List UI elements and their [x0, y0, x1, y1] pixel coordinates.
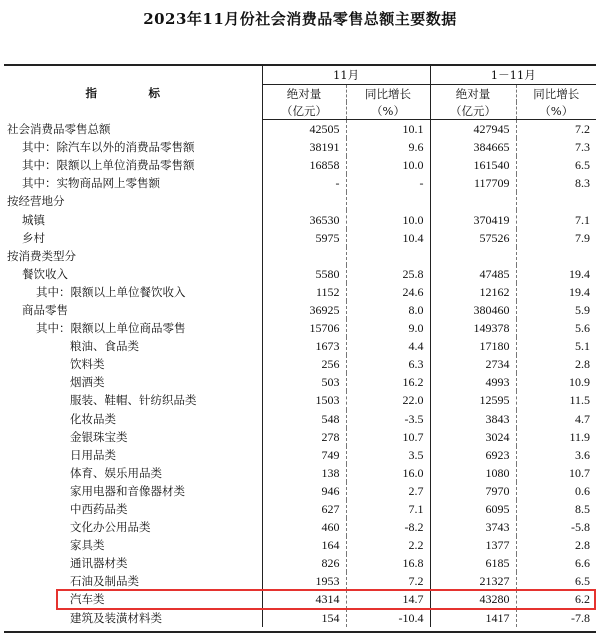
nov-abs-cell: - [262, 174, 346, 192]
row-label: 文化办公用品类 [70, 520, 151, 535]
table-row [4, 590, 596, 608]
nov-abs-cell: 164 [262, 536, 346, 554]
ytd-abs-cell: 17180 [430, 337, 516, 355]
table-row [4, 500, 596, 518]
ytd-yoy-cell: -5.8 [516, 518, 596, 536]
nov-abs-cell [262, 192, 346, 210]
nov-yoy-cell: - [346, 174, 430, 192]
ytd-abs-cell: 3843 [430, 410, 516, 428]
table-row [4, 572, 596, 590]
ytd-abs-cell: 12595 [430, 391, 516, 409]
ytd-abs-cell: 1377 [430, 536, 516, 554]
ytd-abs-cell: 47485 [430, 265, 516, 283]
nov-abs-cell: 4314 [262, 590, 346, 608]
row-label: 中西药品类 [70, 502, 128, 517]
table-row [4, 464, 596, 482]
nov-yoy-cell: 10.1 [346, 120, 430, 139]
ytd-yoy-cell: 19.4 [516, 283, 596, 301]
nov-abs-cell: 16858 [262, 156, 346, 174]
ytd-yoy-cell: 8.5 [516, 500, 596, 518]
row-label: 其中：实物商品网上零售额 [22, 176, 160, 191]
nov-abs-cell: 503 [262, 373, 346, 391]
nov-abs-header: 绝对量 [262, 85, 346, 103]
ytd-abs-cell: 2734 [430, 355, 516, 373]
table-row [4, 319, 596, 337]
ytd-abs-header: 绝对量 [430, 85, 516, 103]
nov-yoy-cell: 7.1 [346, 500, 430, 518]
row-label: 饮料类 [70, 357, 105, 372]
ytd-abs-cell: 57526 [430, 229, 516, 247]
nov-abs-cell: 15706 [262, 319, 346, 337]
table-row [4, 156, 596, 174]
retail-sales-table [4, 64, 596, 627]
ytd-abs-unit: （亿元） [430, 102, 516, 120]
nov-abs-cell: 946 [262, 482, 346, 500]
table-row [4, 391, 596, 409]
table-row [4, 247, 596, 265]
nov-abs-cell: 38191 [262, 138, 346, 156]
ytd-abs-cell: 43280 [430, 590, 516, 608]
nov-yoy-cell [346, 192, 430, 210]
nov-abs-cell: 5580 [262, 265, 346, 283]
row-label: 体育、娱乐用品类 [70, 465, 162, 480]
table-row [4, 428, 596, 446]
nov-abs-unit: （亿元） [262, 102, 346, 120]
nov-yoy-cell: -10.4 [346, 609, 430, 627]
nov-abs-cell: 36925 [262, 301, 346, 319]
row-label: 乡村 [22, 230, 45, 245]
table-row [4, 301, 596, 319]
nov-abs-cell: 1953 [262, 572, 346, 590]
ytd-yoy-cell: 6.5 [516, 156, 596, 174]
nov-yoy-cell: 2.7 [346, 482, 430, 500]
ytd-yoy-cell: 7.2 [516, 120, 596, 139]
nov-yoy-cell: 14.7 [346, 590, 430, 608]
row-label: 金银珠宝类 [70, 429, 128, 444]
nov-yoy-header: 同比增长 [346, 85, 430, 103]
table-row [4, 138, 596, 156]
nov-yoy-cell: 16.0 [346, 464, 430, 482]
row-label: 石油及制品类 [70, 574, 139, 589]
ytd-yoy-cell: 19.4 [516, 265, 596, 283]
row-label: 化妆品类 [70, 411, 116, 426]
ytd-abs-cell: 7970 [430, 482, 516, 500]
ytd-yoy-cell: 7.9 [516, 229, 596, 247]
ytd-abs-cell [430, 192, 516, 210]
indicator-header: 指 标 [4, 65, 262, 120]
ytd-yoy-unit: （%） [516, 102, 596, 120]
ytd-yoy-cell: 7.3 [516, 138, 596, 156]
ytd-abs-cell: 4993 [430, 373, 516, 391]
table-body [4, 120, 596, 627]
table-row [4, 229, 596, 247]
ytd-yoy-cell: 6.2 [516, 590, 596, 608]
table-row [4, 265, 596, 283]
ytd-yoy-cell: 10.9 [516, 373, 596, 391]
ytd-yoy-cell: 8.3 [516, 174, 596, 192]
table-bottom-rule [4, 631, 596, 633]
ytd-abs-cell [430, 247, 516, 265]
ytd-yoy-cell [516, 192, 596, 210]
row-label: 建筑及装潢材料类 [70, 610, 162, 625]
nov-abs-cell: 5975 [262, 229, 346, 247]
nov-yoy-unit: （%） [346, 102, 430, 120]
nov-yoy-cell: 9.0 [346, 319, 430, 337]
row-label: 其中：限额以上单位餐饮收入 [36, 284, 186, 299]
nov-abs-cell [262, 247, 346, 265]
nov-yoy-cell: 7.2 [346, 572, 430, 590]
nov-yoy-cell: -3.5 [346, 410, 430, 428]
nov-abs-cell: 42505 [262, 120, 346, 139]
ytd-abs-cell: 427945 [430, 120, 516, 139]
ytd-yoy-cell: 5.9 [516, 301, 596, 319]
row-label: 餐饮收入 [22, 266, 68, 281]
nov-abs-cell: 138 [262, 464, 346, 482]
ytd-header: 1－11月 [430, 65, 596, 85]
table-row [4, 410, 596, 428]
nov-yoy-cell: 3.5 [346, 446, 430, 464]
ytd-abs-cell: 12162 [430, 283, 516, 301]
nov-yoy-cell: 2.2 [346, 536, 430, 554]
nov-yoy-cell: 16.2 [346, 373, 430, 391]
ytd-abs-cell: 149378 [430, 319, 516, 337]
nov-abs-cell: 627 [262, 500, 346, 518]
table-row [4, 554, 596, 572]
ytd-abs-cell: 6095 [430, 500, 516, 518]
nov-abs-cell: 36530 [262, 210, 346, 228]
nov-yoy-cell [346, 247, 430, 265]
nov-yoy-cell: 16.8 [346, 554, 430, 572]
row-label: 其中：限额以上单位商品零售 [36, 321, 186, 336]
page-title: 2023年11月份社会消费品零售总额主要数据 [143, 10, 457, 28]
row-label: 通讯器材类 [70, 556, 128, 571]
ytd-yoy-cell: 7.1 [516, 210, 596, 228]
nov-yoy-cell: 10.7 [346, 428, 430, 446]
table-row [4, 609, 596, 627]
row-label: 服装、鞋帽、针纺织品类 [70, 393, 197, 408]
table-row [4, 283, 596, 301]
ytd-yoy-cell: 5.1 [516, 337, 596, 355]
row-label: 家用电器和音像器材类 [70, 483, 185, 498]
ytd-yoy-cell: 2.8 [516, 355, 596, 373]
nov-yoy-cell: 8.0 [346, 301, 430, 319]
ytd-yoy-cell: 5.6 [516, 319, 596, 337]
nov-abs-cell: 1673 [262, 337, 346, 355]
table-row [4, 192, 596, 210]
ytd-abs-cell: 3743 [430, 518, 516, 536]
nov-yoy-cell: 24.6 [346, 283, 430, 301]
ytd-yoy-cell: 3.6 [516, 446, 596, 464]
table-row [4, 210, 596, 228]
nov-yoy-cell: 10.4 [346, 229, 430, 247]
row-label: 按消费类型分 [7, 248, 76, 263]
table-row [4, 518, 596, 536]
nov-yoy-cell: -8.2 [346, 518, 430, 536]
table-row [4, 446, 596, 464]
ytd-abs-cell: 21327 [430, 572, 516, 590]
nov-yoy-cell: 25.8 [346, 265, 430, 283]
row-label: 日用品类 [70, 447, 116, 462]
row-label: 粮油、食品类 [70, 339, 139, 354]
ytd-yoy-cell: 0.6 [516, 482, 596, 500]
ytd-yoy-cell: 2.8 [516, 536, 596, 554]
nov-yoy-cell: 9.6 [346, 138, 430, 156]
ytd-yoy-cell: 6.6 [516, 554, 596, 572]
row-label: 社会消费品零售总额 [7, 121, 111, 136]
nov-yoy-cell: 4.4 [346, 337, 430, 355]
ytd-abs-cell: 6185 [430, 554, 516, 572]
nov-yoy-cell: 10.0 [346, 210, 430, 228]
row-label: 汽车类 [70, 592, 105, 607]
table-row [4, 337, 596, 355]
ytd-yoy-cell: 4.7 [516, 410, 596, 428]
nov-abs-cell: 1503 [262, 391, 346, 409]
nov-yoy-cell: 10.0 [346, 156, 430, 174]
row-label: 按经营地分 [7, 194, 65, 209]
row-label: 商品零售 [22, 302, 68, 317]
table-row [4, 120, 596, 139]
ytd-abs-cell: 3024 [430, 428, 516, 446]
nov-header: 11月 [262, 65, 430, 85]
ytd-yoy-cell: 6.5 [516, 572, 596, 590]
nov-yoy-cell: 6.3 [346, 355, 430, 373]
ytd-abs-cell: 1417 [430, 609, 516, 627]
ytd-abs-cell: 370419 [430, 210, 516, 228]
nov-abs-cell: 256 [262, 355, 346, 373]
ytd-yoy-cell: 11.9 [516, 428, 596, 446]
row-label: 其中：除汽车以外的消费品零售额 [22, 140, 195, 155]
ytd-abs-cell: 380460 [430, 301, 516, 319]
ytd-yoy-cell: -7.8 [516, 609, 596, 627]
nov-abs-cell: 826 [262, 554, 346, 572]
ytd-yoy-cell: 11.5 [516, 391, 596, 409]
row-label: 城镇 [22, 212, 45, 227]
row-label: 其中：限额以上单位消费品零售额 [22, 158, 195, 173]
table-row [4, 174, 596, 192]
nov-abs-cell: 154 [262, 609, 346, 627]
ytd-yoy-cell [516, 247, 596, 265]
ytd-abs-cell: 117709 [430, 174, 516, 192]
ytd-abs-cell: 384665 [430, 138, 516, 156]
table-row [4, 373, 596, 391]
ytd-abs-cell: 1080 [430, 464, 516, 482]
nov-abs-cell: 460 [262, 518, 346, 536]
nov-yoy-cell: 22.0 [346, 391, 430, 409]
row-label: 烟酒类 [70, 375, 105, 390]
table-row [4, 482, 596, 500]
nov-abs-cell: 1152 [262, 283, 346, 301]
row-label: 家具类 [70, 538, 105, 553]
ytd-abs-cell: 6923 [430, 446, 516, 464]
nov-abs-cell: 749 [262, 446, 346, 464]
nov-abs-cell: 278 [262, 428, 346, 446]
ytd-yoy-header: 同比增长 [516, 85, 596, 103]
ytd-yoy-cell: 10.7 [516, 464, 596, 482]
ytd-abs-cell: 161540 [430, 156, 516, 174]
nov-abs-cell: 548 [262, 410, 346, 428]
table-row [4, 536, 596, 554]
table-row [4, 355, 596, 373]
